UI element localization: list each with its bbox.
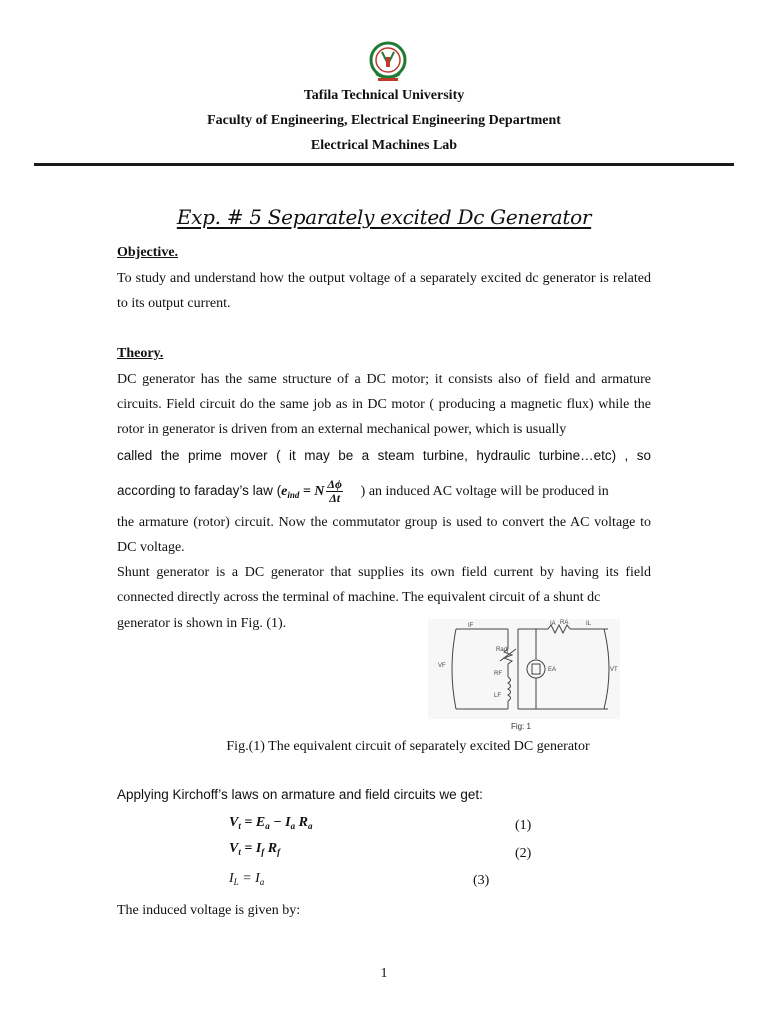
equivalent-circuit-figure <box>428 619 620 719</box>
figure-inner-label: Fig: 1 <box>511 722 532 731</box>
eq3-rhs-sub: a <box>259 877 265 887</box>
figure-caption: Fig.(1) The equivalent circuit of separately excited DC generator <box>226 739 590 754</box>
objective-heading: Objective. <box>117 245 179 260</box>
eq1-rhs-sub: a <box>265 821 270 831</box>
emf-subscript: ind <box>287 490 300 501</box>
eq1-rest: − I <box>269 815 291 830</box>
eq1-tail: R <box>295 815 308 830</box>
label-lf: LF <box>494 693 502 699</box>
label-ea: EA <box>548 667 557 673</box>
objective-text: To study and understand how the output voltage of a separately excited dc generator is related to its output current. <box>117 271 651 311</box>
induced-voltage-intro: The induced voltage is given by: <box>117 903 301 918</box>
equation-1 <box>229 815 312 831</box>
eq2-rhs: = I <box>240 841 262 856</box>
theory-paragraph-2: the armature (rotor) circuit. Now the commutator group is used to convert the AC voltage to DC voltage. <box>117 515 651 555</box>
label-il: IL <box>586 621 592 627</box>
eq3-rhs: = I <box>238 871 260 886</box>
label-if: IF <box>468 623 474 629</box>
equation-1-number: (1) <box>515 818 532 833</box>
eq1-rest-sub: a <box>290 821 296 831</box>
eq2-tail: R <box>264 841 278 856</box>
kirchoff-intro: Applying Kirchoff’s laws on armature and field circuits we get: <box>117 787 483 802</box>
equation-3 <box>229 871 264 887</box>
eq1-lhs-sub: t <box>238 821 241 831</box>
faraday-law-line <box>117 478 651 505</box>
theory-paragraph-3: Shunt generator is a DC generator that supplies its own field current by having its field connected directly across the terminal of machine. The equivalent circuit of a shunt dc <box>117 565 651 605</box>
eq1-tail-sub: a <box>307 821 313 831</box>
label-ra: RA <box>560 620 569 626</box>
label-rf: RF <box>494 671 502 677</box>
faraday-suffix: ) an induced AC voltage will be produced in <box>360 484 609 500</box>
label-vf: VF <box>438 663 446 669</box>
eq2-rhs-sub: f <box>261 847 265 857</box>
eq2-tail-sub: f <box>277 847 281 857</box>
eq1-lhs: V <box>229 815 239 830</box>
label-ia: IA <box>550 621 556 627</box>
lab-name: Electrical Machines Lab <box>310 138 458 153</box>
eq1-rhs: = E <box>240 815 266 830</box>
page-number: 1 <box>380 966 388 981</box>
eq2-lhs: V <box>229 841 239 856</box>
eq3-lhs-sub: L <box>233 877 239 887</box>
circuit-diagram <box>428 619 620 719</box>
header-divider <box>34 163 734 166</box>
university-name: Tafila Technical University <box>303 88 465 103</box>
faraday-equals-n: = N <box>299 484 325 500</box>
time-change: Δt <box>329 491 341 505</box>
emf-symbol: e <box>281 484 288 500</box>
faculty-name: Faculty of Engineering, Electrical Engineering Department <box>207 113 561 128</box>
eq2-lhs-sub: t <box>238 847 241 857</box>
university-logo <box>368 40 408 84</box>
page-title: Exp. # 5 Separately excited Dc Generator <box>176 205 592 229</box>
flux-change: Δϕ <box>327 477 342 491</box>
theory-paragraph-1: DC generator has the same structure of a DC motor; it consists also of field and armature circuits. Field circuit do the same job as in DC motor ( producing a magnetic flux) while the rotor in generator is driven from an external mechanical power, which is usually <box>117 372 651 437</box>
equation-2 <box>229 841 280 857</box>
theory-paragraph-1-last: called the prime mover ( it may be a steam turbine, hydraulic turbine…etc) , so <box>117 448 651 463</box>
equation-2-number: (2) <box>515 846 532 861</box>
theory-heading: Theory. <box>117 346 164 361</box>
label-radj: Radj <box>496 647 509 653</box>
theory-paragraph-3-last: generator is shown in Fig. (1). <box>117 616 287 631</box>
eq3-lhs: I <box>229 871 234 886</box>
equation-3-number: (3) <box>473 873 490 888</box>
faraday-prefix: according to faraday’s law ( <box>117 483 282 499</box>
label-vt: VT <box>610 667 618 673</box>
